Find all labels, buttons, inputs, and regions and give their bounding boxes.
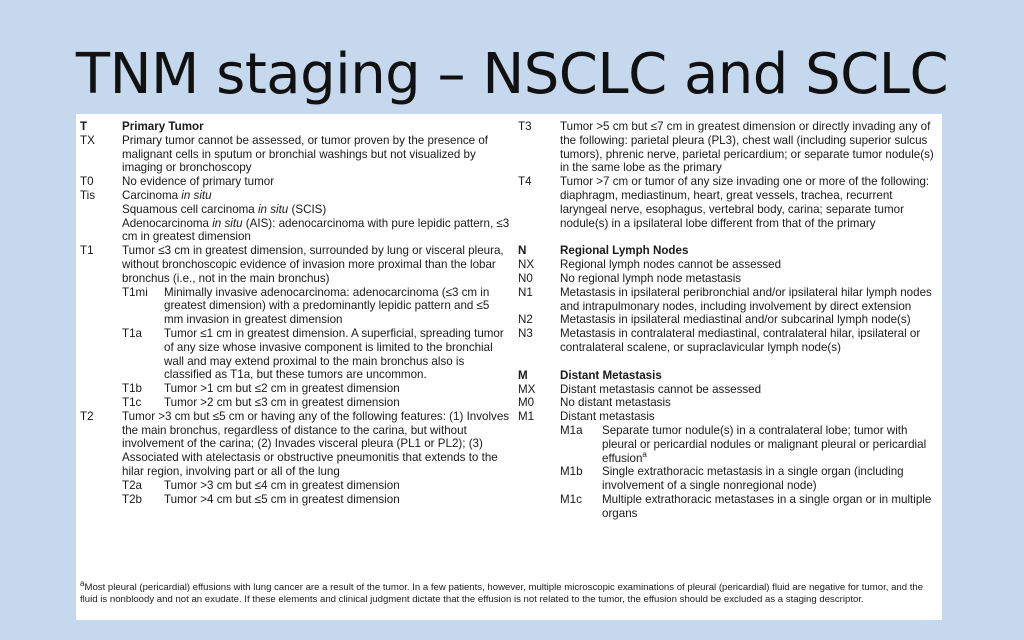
t1b-row: T1b Tumor >1 cm but ≤2 cm in greatest dimension <box>122 382 400 396</box>
m0-row: M0 No distant metastasis <box>518 396 671 410</box>
t0-row: T0 No evidence of primary tumor <box>80 175 275 189</box>
t2b-row: T2b Tumor >4 cm but ≤5 cm in greatest dimension <box>122 492 400 506</box>
t-section <box>80 120 510 506</box>
m1a-row: M1a Separate tumor nodule(s) in a contralateral lobe; tumor with pleural or pericardial nodules or malignant pleural or pericardial effusion$^a$ <box>560 423 927 465</box>
m1c-row: M1c Multiple extrathoracic metastases in a single organ or in multiple organs <box>560 492 932 520</box>
t4-row: T4 Tumor >7 cm or tumor of any size invading one or more of the following: diaphragm, mediastinum, heart, great vessels, trachea, recurrent laryngeal nerve, esophagus, vertebral body, carina; separate tumor nodule(s) in a ipsilateral lobe different from that of the primary <box>518 175 930 230</box>
slide-title: TNM staging – NSCLC and SCLC <box>75 42 949 107</box>
t1c-row: T1c Tumor >2 cm but ≤3 cm in greatest dimension <box>122 395 400 409</box>
m-heading: M Distant Metastasis <box>518 368 662 382</box>
t2a-row: T2a Tumor >3 cm but ≤4 cm in greatest dimension <box>122 478 400 492</box>
mx-row: MX Distant metastasis cannot be assessed <box>518 382 762 396</box>
footnote: $^a$Most pleural (pericardial) effusions with lung cancer are a result of the tumor. In a few patients, however, multiple microscopic examinations of pleural (pericardial) fluid are negative for tumor, and the fluid is nonbloody and not an exudate. If these elements and clinical judgment dictate that the effusion is not related to the tumor, the effusion should be excluded as a staging descriptor. <box>80 578 924 605</box>
t1mi-row: T1mi Minimally invasive adenocarcinoma: adenocarcinoma (≤3 cm in greatest dimension) with a predominantly lepidic pattern and ≤5 mm invasion in greatest dimension <box>122 285 490 327</box>
t1a-row: T1a Tumor ≤1 cm in greatest dimension. A superficial, spreading tumor of any size whose invasive component is limited to the bronchial wall and may extend proximal to the main bronchus also is classified as T1a, but these tumors are uncommon. <box>122 326 504 382</box>
tis-line-3: Adenocarcinoma in situ (AIS): adenocarcinoma with pure lepidic pattern, ≤3 cm in greatest dimension <box>122 216 510 244</box>
n0-row: N0 No regional lymph node metastasis <box>518 271 742 285</box>
tis-line-1: Carcinoma in situ <box>122 188 212 202</box>
nx-row: NX Regional lymph nodes cannot be assessed <box>518 258 782 272</box>
tis-line-2: Squamous cell carcinoma in situ (SCIS) <box>122 202 327 216</box>
tnm-table-image <box>76 114 942 620</box>
t1-row: T1 Tumor ≤3 cm in greatest dimension, surrounded by lung or visceral pleura, without bronchoscopic evidence of invasion more proximal than the lobar bronchus (i.e., not in the main bronchus) T1mi Minimally invasive adenocarcinoma: adenocarcinoma (≤3 cm in greatest dimension) with a predominantly lepidic pattern and ≤5 mm invasion in greatest dimension T1a Tumor ≤1 cm in greatest dimension. A superficial, spreading tumor of any size whose invasive component is limited to the bronchial wall and may extend proximal to the main bronchus also is classified as T1a, but these tumors are uncommon. T1b Tumor >1 cm but ≤2 cm in greatest dimension T1c Tumor >2 cm but ≤3 cm in greatest dimension <box>80 244 510 410</box>
t2-row: T2 Tumor >3 cm but ≤5 cm or having any of the following features: (1) Involves the main bronchus, regardless of distance to the carina, but without involvement of the carina; (2) Invades visceral pleura (PL1 or PL2); (3) Associated with atelectasis or obstructive pneumonitis that extends to the hilar region, involving part or all of the lung T2a Tumor >3 cm but ≤4 cm in greatest dimension T2b Tumor >4 cm but ≤5 cm in greatest dimension <box>80 409 510 506</box>
t3-row: T3 Tumor >5 cm but ≤7 cm in greatest dimension or directly invading any of the following: parietal pleura (PL3), chest wall (including superior sulcus tumors), phrenic nerve, parietal pericardium; or separate tumor nodule(s) in the same lobe as the primary <box>518 120 934 175</box>
m1b-row: M1b Single extrathoracic metastasis in a single organ (including involvement of a single nonregional node) <box>560 465 904 493</box>
n3-row: N3 Metastasis in contralateral mediastinal, contralateral hilar, ipsilateral or contralateral scalene, or supraclavicular lymph node(s) <box>518 327 921 354</box>
n2-row: N2 Metastasis in ipsilateral mediastinal and/or subcarinal lymph node(s) <box>518 313 911 327</box>
right-column <box>518 120 942 521</box>
t-heading: T Primary Tumor <box>80 120 204 133</box>
n-heading: N Regional Lymph Nodes <box>518 244 689 258</box>
tis-row: Tis Carcinoma in situ Squamous cell carcinoma in situ (SCIS) Adenocarcinoma in situ (AIS): adenocarcinoma with pure lepidic pattern, ≤3 cm in greatest dimension <box>80 188 510 244</box>
m1-row: M1 Distant metastasis M1a Separate tumor nodule(s) in a contralateral lobe; tumor with pleural or pericardial nodules or malignant pleural or pericardial effusion$^a$ M1b Single extrathoracic metastasis in a single organ (including involvement of a single nonregional node) M1c Multiple extrathoracic metastases in a single organ or in multiple organs <box>518 410 942 520</box>
tx-row: TX Primary tumor cannot be assessed, or tumor proven by the presence of malignant cells in sputum or bronchial washings but not visualized by imaging or bronchoscopy <box>80 133 489 175</box>
n1-row: N1 Metastasis in ipsilateral peribronchial and/or ipsilateral hilar lymph nodes and intrapulmonary nodes, including involvement by direct extension <box>518 285 932 313</box>
